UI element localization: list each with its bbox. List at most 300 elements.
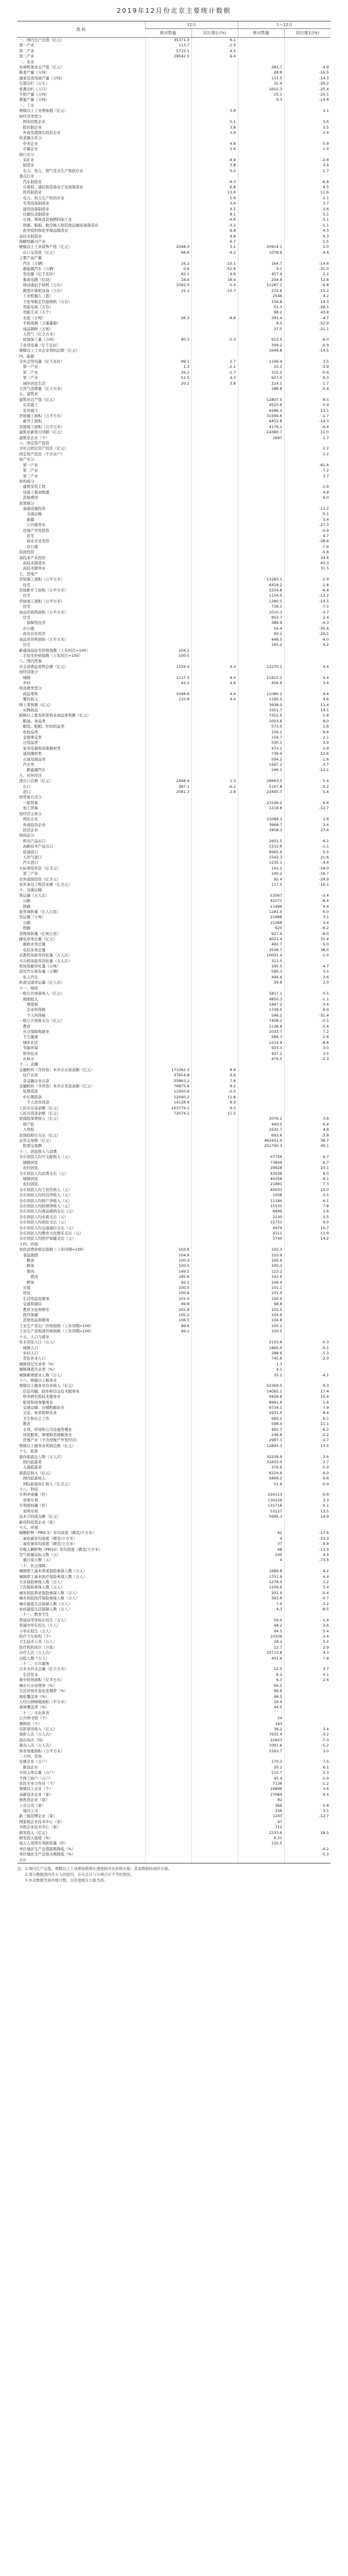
row-month-growth: 4.5 xyxy=(191,207,238,212)
row-month-growth xyxy=(191,1792,238,1797)
row-month-growth xyxy=(191,1422,238,1427)
row-ytd-growth: -6.4 xyxy=(284,425,331,430)
row-month-growth xyxy=(191,1492,238,1497)
row-ytd-growth: -18.0 xyxy=(284,866,331,871)
row-indicator: 市场主体总量（万户） xyxy=(19,1770,57,1775)
row-ytd-growth xyxy=(284,49,331,54)
row-indicator: 新能源汽车 xyxy=(19,768,46,773)
row-indicator: 餐饮收入 xyxy=(19,697,38,702)
row-ytd-growth xyxy=(284,1362,331,1367)
row-month-growth xyxy=(191,1002,238,1007)
row-ytd-growth xyxy=(284,392,331,397)
row-month-growth xyxy=(191,65,238,70)
row-month-value xyxy=(145,593,191,598)
row-month-value xyxy=(145,1438,191,1443)
row-ytd-growth xyxy=(284,54,331,59)
table-row xyxy=(17,1340,331,1345)
row-indicator: 日用品类 xyxy=(19,740,38,746)
row-month-value xyxy=(145,1776,191,1781)
table-row xyxy=(17,223,331,228)
row-month-value xyxy=(145,1732,191,1737)
row-month-growth xyxy=(191,1618,238,1623)
row-month-growth xyxy=(191,735,238,740)
row-ytd-value: 476.0 xyxy=(238,1057,284,1062)
table-row xyxy=(17,1492,331,1497)
row-ytd-value: 1008 xyxy=(238,1193,284,1198)
row-ytd-value xyxy=(238,43,284,48)
table-row xyxy=(17,1634,331,1639)
row-month-value xyxy=(145,828,191,833)
row-ytd-value: 20914.1 xyxy=(238,244,284,250)
row-indicator: 第二产业 xyxy=(19,370,38,375)
row-month-growth: -10.7 xyxy=(191,288,238,294)
row-ytd-growth: 4.4 xyxy=(284,664,331,670)
row-month-growth xyxy=(191,1487,238,1492)
row-month-growth xyxy=(191,1373,238,1378)
row-month-value xyxy=(145,1433,191,1438)
row-month-value xyxy=(145,1765,191,1770)
row-indicator: 建筑业新签合同额（亿元） xyxy=(19,430,64,435)
row-month-growth xyxy=(191,321,238,326)
row-indicator: 实际利用外资（亿美元） xyxy=(19,865,61,871)
row-ytd-value: 68 xyxy=(238,1547,284,1552)
row-month-value xyxy=(145,1187,191,1193)
row-ytd-value: 739.4 xyxy=(238,751,284,757)
row-indicator: 城镇调查失业率（%） xyxy=(19,1367,57,1372)
row-month-value: 26.3 xyxy=(145,316,191,321)
row-month-value xyxy=(145,1629,191,1634)
row-indicator: 第三产业 xyxy=(19,375,38,381)
row-indicator: 八、国内贸易 xyxy=(19,659,42,664)
table-row xyxy=(17,130,331,136)
row-month-growth xyxy=(191,730,238,735)
row-indicator: 粮油、食品类 xyxy=(19,718,46,724)
row-month-value xyxy=(145,1525,191,1530)
row-month-value xyxy=(145,1062,191,1067)
row-ytd-value xyxy=(238,217,284,222)
row-ytd-value: 1.3 xyxy=(238,1362,284,1367)
row-ytd-growth xyxy=(284,457,331,462)
table-row xyxy=(17,1215,331,1220)
row-ytd-value: 48.5 xyxy=(238,1694,284,1700)
table-row xyxy=(17,1296,331,1302)
row-month-value xyxy=(145,1797,191,1803)
row-indicator: 全市居民人均消费支出（元） xyxy=(19,1171,68,1176)
row-month-value xyxy=(145,1199,191,1204)
table-row xyxy=(17,201,331,206)
row-month-value xyxy=(145,321,191,326)
row-month-value xyxy=(145,1236,191,1241)
row-indicator: 按构成分 xyxy=(19,478,34,484)
row-ytd-growth: 43.8 xyxy=(284,310,331,315)
row-month-value xyxy=(145,65,191,70)
row-indicator: 规模以上工业企业利润总额（亿元） xyxy=(19,348,79,353)
row-ytd-growth xyxy=(284,1329,331,1334)
row-month-growth xyxy=(191,539,238,544)
row-month-value xyxy=(145,1678,191,1683)
row-month-value xyxy=(145,686,191,691)
row-indicator: 公共服务业 xyxy=(19,522,46,528)
row-month-value xyxy=(145,1209,191,1214)
row-indicator: 教育 xyxy=(19,1422,31,1427)
row-ytd-growth: -16.5 xyxy=(284,70,331,75)
table-row xyxy=(17,1716,331,1721)
row-indicator: 房地产开发投资 xyxy=(19,528,49,533)
row-ytd-value: 393.6 xyxy=(238,1596,284,1601)
row-indicator: 原油进口 xyxy=(19,849,38,854)
table-row xyxy=(17,484,331,489)
row-month-growth xyxy=(191,81,238,86)
row-month-value xyxy=(145,305,191,310)
row-month-value xyxy=(145,436,191,441)
row-month-growth: -2.1 xyxy=(191,364,238,370)
row-month-growth xyxy=(191,926,238,931)
table-row xyxy=(17,604,331,609)
row-ytd-growth: 1.7 xyxy=(284,381,331,386)
row-month-growth xyxy=(191,1683,238,1689)
row-month-value xyxy=(145,354,191,359)
row-indicator: 文化、体育和娱乐业 xyxy=(19,1411,57,1416)
row-month-growth xyxy=(191,1367,238,1372)
table-row xyxy=(17,1825,331,1830)
table-row xyxy=(17,207,331,212)
row-ytd-value: 1278.0 xyxy=(238,1580,284,1585)
row-indicator: 全市居民人均交通通信支出（元） xyxy=(19,1225,76,1230)
row-ytd-value: 37.5 xyxy=(238,327,284,332)
table-row xyxy=(17,1808,331,1814)
row-indicator: 全社会用电量（亿千瓦时） xyxy=(19,359,64,364)
table-row xyxy=(17,740,331,746)
row-indicator: 全市居民人均财产净收入（元） xyxy=(19,1198,72,1203)
row-month-value xyxy=(145,1362,191,1367)
table-row xyxy=(17,87,331,92)
table-row xyxy=(17,1797,331,1803)
row-ytd-value: 131716 xyxy=(238,1503,284,1508)
row-month-value xyxy=(145,1852,191,1857)
table-row xyxy=(17,1280,331,1285)
row-month-growth xyxy=(191,1253,238,1258)
row-indicator: 二十一、教育卫生 xyxy=(19,1612,49,1617)
row-ytd-value xyxy=(238,108,284,114)
table-row xyxy=(17,1073,331,1078)
row-month-value xyxy=(145,708,191,713)
row-indicator: 新三板挂牌企业（家） xyxy=(19,1814,57,1819)
row-ytd-value: 226113 xyxy=(238,1492,284,1497)
row-indicator: 十八、科技 xyxy=(19,1487,38,1492)
table-row xyxy=(17,724,331,729)
row-month-value xyxy=(145,959,191,964)
row-ytd-growth: 2.0 xyxy=(284,980,331,985)
row-month-value xyxy=(145,397,191,403)
row-month-growth xyxy=(191,920,238,926)
row-ytd-growth: -6.8 xyxy=(284,180,331,185)
table-row xyxy=(17,81,331,86)
row-indicator: 金银珠宝类 xyxy=(19,735,42,740)
row-month-growth xyxy=(191,991,238,996)
row-ytd-value: 9734.1 xyxy=(238,1405,284,1411)
row-indicator: 科学技术 xyxy=(19,1051,38,1056)
row-ytd-growth xyxy=(284,1073,331,1078)
row-ytd-value: 21084.3 xyxy=(238,817,284,822)
table-row xyxy=(17,779,331,784)
row-ytd-value: 448.5 xyxy=(238,637,284,642)
row-ytd-growth: 10.4 xyxy=(284,1394,331,1400)
row-ytd-growth: 3.7 xyxy=(284,1667,331,1672)
row-month-growth: -2.5 xyxy=(191,1089,238,1094)
row-month-value xyxy=(145,1607,191,1612)
row-indicator: 城市最低生活保障人数（万人） xyxy=(19,1601,72,1606)
row-ytd-growth: -1.9 xyxy=(284,1776,331,1781)
row-ytd-value: 2230 xyxy=(238,1215,284,1220)
row-ytd-value: 31833.0 xyxy=(238,1460,284,1465)
row-indicator: 全市居民人均可支配收入（元） xyxy=(19,1154,72,1160)
row-ytd-value xyxy=(238,522,284,528)
row-indicator: 人民币存款余额（亿元） xyxy=(19,1105,61,1110)
table-row xyxy=(17,228,331,233)
row-month-value xyxy=(145,1378,191,1383)
row-month-growth: 9.2 xyxy=(191,1084,238,1089)
row-month-growth xyxy=(191,1612,238,1617)
row-month-growth xyxy=(191,452,238,457)
row-month-growth xyxy=(191,1808,238,1814)
row-month-growth xyxy=(191,1351,238,1356)
table-row xyxy=(17,828,331,833)
row-indicator: 人身险 xyxy=(19,1127,34,1132)
row-ytd-growth: -2.9 xyxy=(284,577,331,582)
row-month-value xyxy=(145,1143,191,1149)
row-indicator: 金融机构（含外资）本外币存款余额（亿元） xyxy=(19,1067,95,1072)
row-month-growth xyxy=(191,757,238,762)
row-month-value xyxy=(145,1770,191,1775)
row-ytd-growth: 10.0 xyxy=(284,1187,331,1193)
row-ytd-growth: -14.3 xyxy=(284,76,331,81)
row-month-growth xyxy=(191,1280,238,1285)
row-month-value: 100.5 xyxy=(145,1263,191,1269)
row-indicator: 鲜果 xyxy=(19,1280,34,1285)
row-ytd-value: 500.1 xyxy=(238,740,284,746)
row-ytd-growth: -9.8 xyxy=(284,1541,331,1547)
row-month-value xyxy=(145,588,191,593)
row-ytd-value: 105.3 xyxy=(238,1263,284,1269)
row-ytd-value: 1212.9 xyxy=(238,844,284,849)
row-month-value xyxy=(145,964,191,969)
row-month-growth: -10.1 xyxy=(191,261,238,266)
table-row xyxy=(17,855,331,860)
row-month-value xyxy=(145,703,191,708)
table-row xyxy=(17,1574,331,1580)
row-month-value xyxy=(145,757,191,762)
table-row xyxy=(17,1509,331,1514)
row-indicator: 家禽出栏（万只） xyxy=(19,86,49,92)
row-indicator: 生活用水 xyxy=(19,1672,38,1677)
row-month-growth xyxy=(191,1819,238,1825)
row-indicator: 规模以上工业增加值（亿元） xyxy=(19,108,68,114)
row-month-growth xyxy=(191,1634,238,1639)
row-indicator: 失业保险参保人数（万人） xyxy=(19,1579,64,1584)
row-month-growth: -9.2 xyxy=(191,250,238,255)
row-month-value xyxy=(145,1215,191,1220)
row-month-growth xyxy=(191,631,238,637)
row-ytd-value xyxy=(238,103,284,108)
row-ytd-value: 1154.5 xyxy=(238,593,284,598)
row-ytd-growth: -4.7 xyxy=(284,316,331,321)
row-indicator: 铁路 xyxy=(19,904,31,909)
row-indicator: 轨道交通客运量（亿人次） xyxy=(19,980,64,985)
table-row xyxy=(17,212,331,217)
row-month-growth xyxy=(191,1160,238,1165)
table-row xyxy=(17,997,331,1002)
table-row xyxy=(17,839,331,844)
row-month-growth xyxy=(191,593,238,598)
row-indicator: 石油及制品类 xyxy=(19,757,46,762)
row-ytd-value xyxy=(238,539,284,544)
table-row xyxy=(17,337,331,342)
row-ytd-value: 5817.1 xyxy=(238,991,284,996)
row-month-growth xyxy=(191,686,238,691)
row-ytd-growth: 6.0 xyxy=(284,495,331,500)
table-row xyxy=(17,463,331,468)
row-indicator: 按消费类型分 xyxy=(19,686,42,691)
table-row xyxy=(17,1051,331,1057)
row-month-value xyxy=(145,425,191,430)
row-ytd-value: 272.6 xyxy=(238,288,284,294)
row-ytd-value: 164.7 xyxy=(238,261,284,266)
table-row xyxy=(17,637,331,642)
header-ytd-value: 绝对数量 xyxy=(238,29,284,38)
row-ytd-growth: 3.1 xyxy=(284,108,331,114)
row-ytd-growth: 3.4 xyxy=(284,163,331,168)
row-ytd-value xyxy=(238,1754,284,1759)
row-month-growth xyxy=(191,615,238,620)
row-month-value: 55863.2 xyxy=(145,1079,191,1084)
row-month-value xyxy=(145,1455,191,1460)
row-month-value xyxy=(145,1541,191,1547)
row-ytd-growth xyxy=(284,795,331,800)
row-indicator: 观影人次（万人次） xyxy=(19,1732,53,1737)
row-ytd-value: 12807.0 xyxy=(238,397,284,403)
table-row xyxy=(17,1383,331,1389)
table-row xyxy=(17,566,331,571)
row-ytd-value: 2601.5 xyxy=(238,839,284,844)
row-indicator: 建筑安装工程 xyxy=(19,484,46,489)
row-indicator: 个人所得税 xyxy=(19,1013,46,1018)
table-row xyxy=(17,1427,331,1433)
row-indicator: 原保险保费收入（亿元） xyxy=(19,1116,61,1121)
table-row xyxy=(17,1650,331,1656)
table-row xyxy=(17,1111,331,1116)
row-ytd-growth xyxy=(284,1062,331,1067)
row-ytd-value: 1947.2 xyxy=(238,1002,284,1007)
row-ytd-value xyxy=(238,1149,284,1154)
table-row xyxy=(17,1367,331,1372)
row-month-growth xyxy=(191,1563,238,1569)
row-ytd-growth: 8.7 xyxy=(284,1154,331,1160)
row-month-growth xyxy=(191,1722,238,1727)
row-month-value: 1159.4 xyxy=(145,664,191,670)
row-month-growth xyxy=(191,1346,238,1351)
table-row xyxy=(17,522,331,528)
row-month-value xyxy=(145,642,191,648)
row-month-growth xyxy=(191,1296,238,1302)
table-row xyxy=(17,823,331,828)
table-row xyxy=(17,1482,331,1487)
row-indicator: 医药制造业 xyxy=(19,190,42,195)
row-indicator: 商品房待售面积（万平方米） xyxy=(19,637,68,642)
row-month-value xyxy=(145,975,191,980)
row-month-value: 1048.6 xyxy=(145,692,191,697)
row-ytd-value xyxy=(238,1612,284,1617)
row-ytd-value: 142.1 xyxy=(238,866,284,871)
row-ytd-growth: 8.0 xyxy=(284,719,331,724)
table-row xyxy=(17,1024,331,1029)
row-month-growth xyxy=(191,1503,238,1508)
row-ytd-growth xyxy=(284,1263,331,1269)
row-ytd-growth: -31.0 xyxy=(284,266,331,272)
row-month-growth xyxy=(191,1013,238,1018)
row-month-growth xyxy=(191,1307,238,1313)
row-month-growth xyxy=(191,1547,238,1552)
row-ytd-growth: 4.3 xyxy=(284,228,331,233)
row-month-growth xyxy=(191,479,238,484)
row-ytd-growth: 31.5 xyxy=(284,566,331,571)
table-row xyxy=(17,1558,331,1563)
row-indicator: 城乡居民医疗保险参保人数（万人） xyxy=(19,1596,79,1601)
row-month-value xyxy=(145,452,191,457)
table-row xyxy=(17,1335,331,1340)
table-row xyxy=(17,419,331,424)
row-ytd-growth: -0.6 xyxy=(284,370,331,375)
row-month-growth xyxy=(191,550,238,555)
row-ytd-value: 6224.6 xyxy=(238,1471,284,1476)
table-row xyxy=(17,1394,331,1400)
row-indicator: 卫星导航定位接收机（万台） xyxy=(19,299,72,304)
row-ytd-value: 25.1 xyxy=(238,92,284,97)
table-row xyxy=(17,141,331,147)
row-month-growth xyxy=(191,1552,238,1558)
row-ytd-growth: -4.2 xyxy=(284,1847,331,1852)
row-ytd-growth: 6.9 xyxy=(284,1492,331,1497)
row-ytd-growth: -3.1 xyxy=(284,1193,331,1198)
row-month-value xyxy=(145,904,191,909)
table-row xyxy=(17,403,331,408)
row-ytd-value: 111.5 xyxy=(238,76,284,81)
row-ytd-value xyxy=(238,648,284,653)
row-indicator: 第三产业 xyxy=(19,54,34,59)
row-month-value: 5715.1 xyxy=(145,49,191,54)
row-month-value xyxy=(145,180,191,185)
row-ytd-value xyxy=(238,158,284,163)
row-month-value xyxy=(145,1335,191,1340)
row-indicator: 十六、规模以上服务业 xyxy=(19,1377,57,1383)
row-ytd-growth: 9.4 xyxy=(284,904,331,909)
row-ytd-value: 94.5 xyxy=(238,1683,284,1689)
row-ytd-value: 620 xyxy=(238,926,284,931)
row-ytd-value xyxy=(238,1100,284,1105)
row-ytd-growth: 2.6 xyxy=(284,1623,331,1628)
row-indicator: 上市公司（家） xyxy=(19,1803,46,1808)
row-ytd-value: 1689.8 xyxy=(238,1569,284,1574)
row-month-growth xyxy=(191,1291,238,1296)
row-ytd-value xyxy=(238,528,284,534)
row-ytd-value: 123.2 xyxy=(238,1269,284,1274)
row-ytd-value: 2153.6 xyxy=(238,1340,284,1345)
row-month-growth: 11.5 xyxy=(191,1111,238,1116)
table-row xyxy=(17,545,331,550)
row-ytd-value xyxy=(238,119,284,125)
row-month-growth xyxy=(191,1242,238,1247)
row-month-growth xyxy=(191,1727,238,1732)
row-indicator: 五、建筑业 xyxy=(19,392,38,397)
